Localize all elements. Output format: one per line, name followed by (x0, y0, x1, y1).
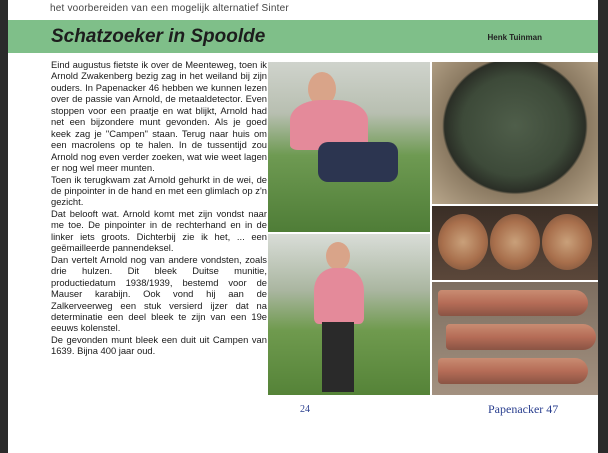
photo-arnold-standing (268, 234, 430, 395)
photo-cartridge-cases (432, 206, 598, 280)
article-author: Henk Tuinman (487, 33, 542, 42)
article-body (51, 59, 267, 357)
magazine-page (8, 0, 598, 453)
paragraph: Eind augustus fietste ik over de Meenteweg, toen ik Arnold Zwakenberg bezig zag in het weiland bij zijn ouders. In Papenacker 46 hebben we kunnen lezen over de passie van Arnold, de metaaldetector. Even stoppen voor een praatje en wat blijkt, Arnold had net een bijzondere munt gevonden. Als je goed keek zag je "Campen" staan. Terug naar huis om een macrolens op te halen. In de tussentijd zou Arnold nog even verder zoeken, wat wie weet lagen er nog wel meer munten. (51, 59, 267, 174)
person-shirt (314, 268, 364, 324)
photo-arnold-crouching (268, 62, 430, 232)
photo-coin (432, 62, 598, 204)
cartridge-case (438, 214, 488, 270)
paragraph: Dat belooft wat. Arnold komt met zijn vondst naar me toe. De pinpointer in de rechterhand en in de linker iets groots. Dichterbij zie ik het, ... een geëmailleerde pannendeksel. (51, 207, 267, 254)
cartridge (438, 290, 588, 316)
cartridge (446, 324, 596, 350)
magazine-name: Papenacker 47 (488, 402, 559, 416)
cartridge (438, 358, 588, 384)
article-title: Schatzoeker in Spoolde (51, 26, 266, 47)
paragraph: Toen ik terugkwam zat Arnold gehurkt in de wei, de de pinpointer in de hand en met een glimlach op z'n gezicht. (51, 173, 267, 208)
page-number: 24 (300, 404, 310, 415)
cartridge-case (490, 214, 540, 270)
paragraph: Dan vertelt Arnold nog van andere vondsten, zoals drie hulzen. Dit bleek Duitse munitie, productiedatum 1938/1939, bestemd voor de Mauser karabijn. Ook vond hij aan de Zalkerveerweg een stuk versierd ijzer dat na determinatie een deel bleek te zijn van een 19e eeuws kolenstel. (51, 253, 267, 334)
person-trousers (318, 142, 398, 182)
paragraph: De gevonden munt bleek een duit uit Campen van 1639. Bijna 400 jaar oud. (51, 333, 267, 357)
previous-article-text: het voorbereiden van een mogelijk alternatief Sinter (50, 3, 289, 14)
title-band (8, 20, 598, 53)
person-trousers (322, 322, 354, 392)
person-head (326, 242, 350, 270)
photo-cartridges (432, 282, 598, 395)
cartridge-case (542, 214, 592, 270)
